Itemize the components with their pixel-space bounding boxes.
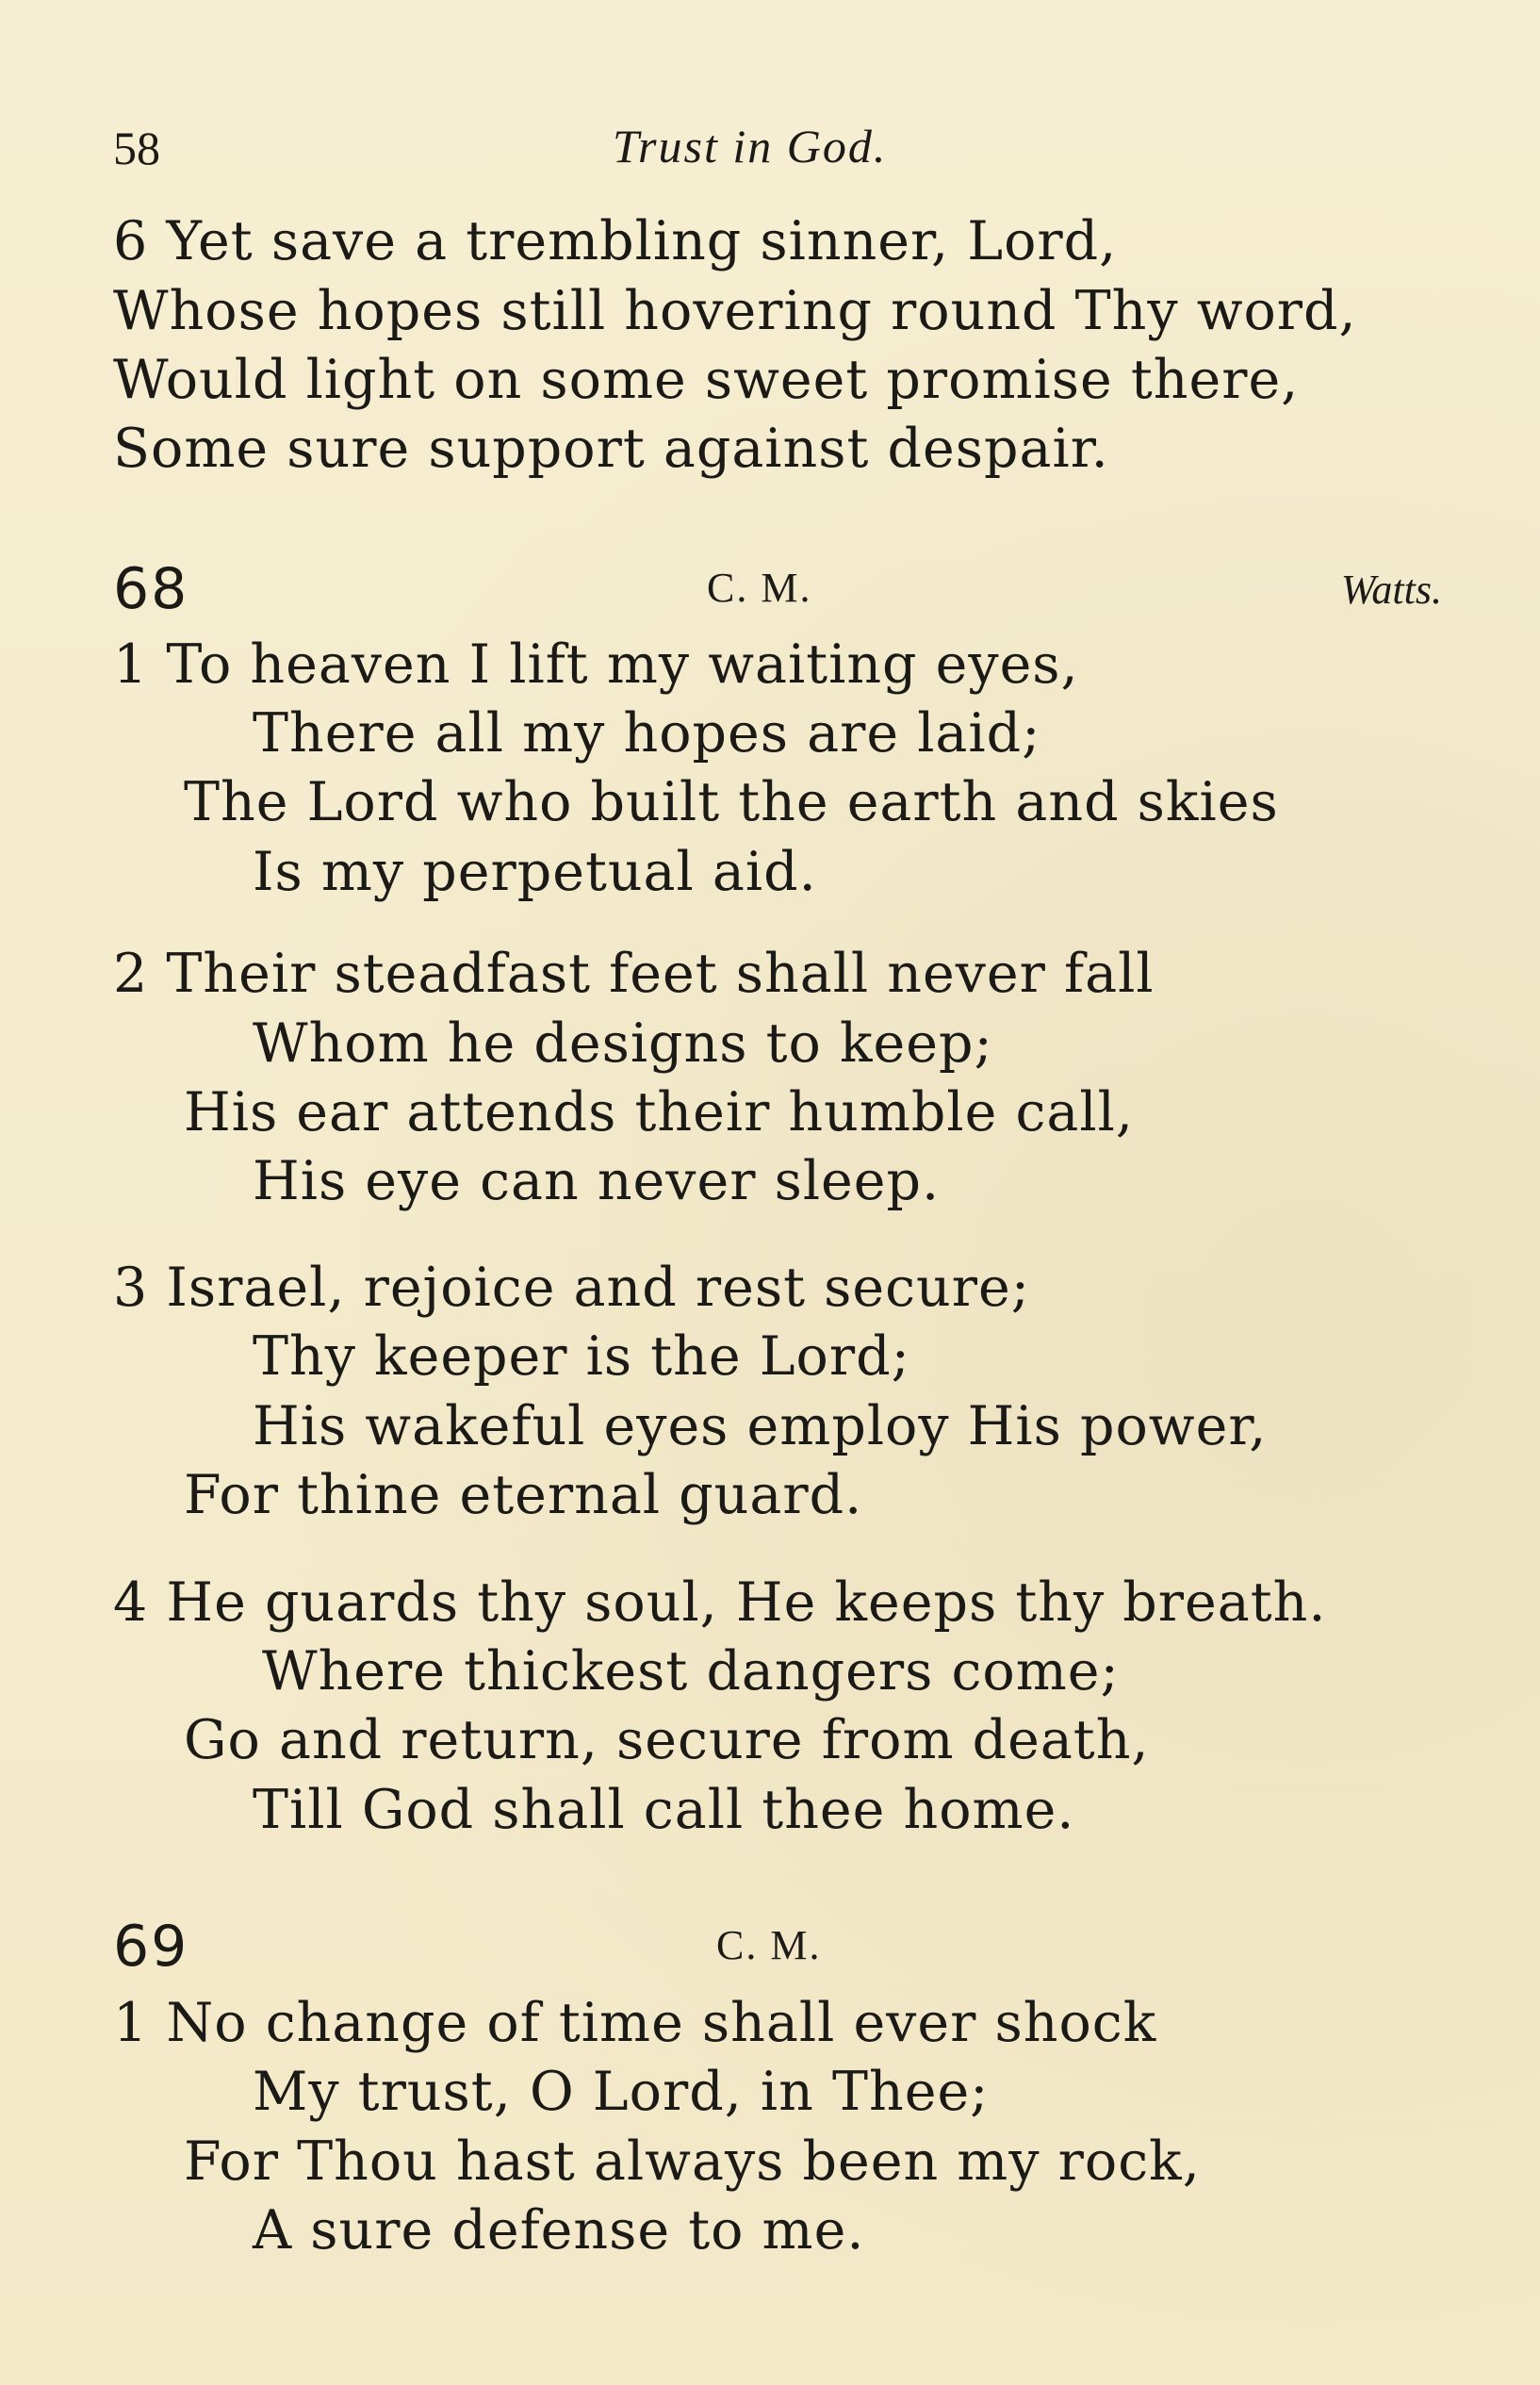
- verse-line: Where thickest dangers come;: [262, 1640, 1120, 1702]
- verse-line: The Lord who built the earth and skies: [184, 771, 1279, 833]
- hymn-author: Watts.: [1340, 567, 1442, 613]
- verse-line: My trust, O Lord, in Thee;: [253, 2061, 990, 2123]
- verse-line: There all my hopes are laid;: [253, 702, 1041, 765]
- verse-line: For Thou hast always been my rock,: [184, 2130, 1201, 2193]
- running-head: [113, 113, 1442, 179]
- verse-line: Would light on some sweet promise there,: [113, 349, 1300, 411]
- hymn-69-header: [113, 1914, 1442, 1980]
- verse-line: 3 Israel, rejoice and rest secure;: [113, 1257, 1030, 1319]
- verse-line: 1 No change of time shall ever shock: [113, 1992, 1157, 2054]
- verse-line: 1 To heaven I lift my waiting eyes,: [113, 633, 1079, 696]
- running-title: Trust in God.: [613, 120, 888, 173]
- verse-line: 2 Their steadfast feet shall never fall: [113, 943, 1155, 1005]
- verse-line: Whose hopes still hovering round Thy word,: [113, 280, 1357, 342]
- hymn-number: 68: [113, 556, 189, 622]
- verse-line: 6 Yet save a trembling sinner, Lord,: [113, 210, 1118, 272]
- verse-line: Thy keeper is the Lord;: [253, 1325, 910, 1388]
- verse-line: Till God shall call thee home.: [253, 1779, 1075, 1841]
- verse-line: For thine eternal guard.: [184, 1464, 863, 1526]
- verse-line: Whom he designs to keep;: [253, 1012, 993, 1075]
- hymn-meter: C. M.: [716, 1922, 822, 1968]
- verse-line: A sure defense to me.: [253, 2199, 865, 2262]
- hymn-number: 69: [113, 1914, 189, 1980]
- verse-line: His eye can never sleep.: [253, 1150, 941, 1212]
- verse-line: Some sure support against despair.: [113, 418, 1109, 480]
- verse-line: His ear attends their humble call,: [184, 1081, 1134, 1143]
- verse-line: His wakeful eyes employ His power,: [253, 1395, 1268, 1457]
- hymn-meter: C. M.: [707, 565, 812, 611]
- hymn-68-header: [113, 556, 1442, 622]
- page-number: 58: [113, 122, 160, 174]
- verse-line: Is my perpetual aid.: [253, 841, 817, 903]
- verse-line: Go and return, secure from death,: [184, 1709, 1150, 1771]
- verse-line: 4 He guards thy soul, He keeps thy breath.: [113, 1571, 1327, 1634]
